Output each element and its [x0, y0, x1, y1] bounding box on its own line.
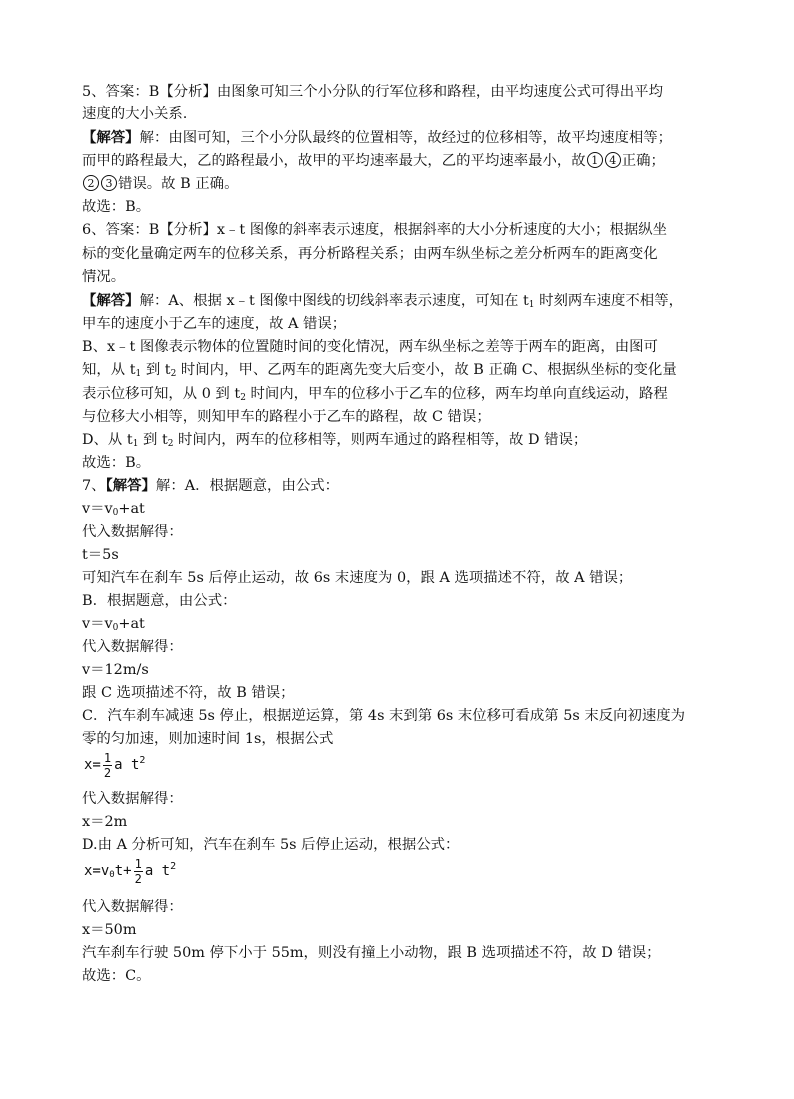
fraction-denominator: 2 — [103, 765, 112, 780]
q6-text-2: 标的变化量确定两车的位移关系，再分析路程关系；由两车纵坐标之差分析两车的距离变化 — [82, 246, 658, 262]
subscript: 2 — [170, 369, 177, 379]
q6-text-10a: D、从 t — [82, 432, 133, 448]
q7-sub-text-2: 代入数据解得： — [82, 639, 183, 655]
q7-line-b — [82, 591, 722, 611]
q7-sub-text-3: 代入数据解得： — [82, 791, 183, 807]
q7-text-c2: 零的匀加速，则加速时间 1s，根据公式 — [82, 731, 334, 747]
solution-label: 【解答】 — [82, 292, 140, 309]
q6-text-7a: 知，从 t — [82, 362, 136, 378]
q6-line-10 — [82, 430, 722, 450]
q6-text-10c: 时间内，两车的位移相等，则两车通过的路程相等，故 D 错误； — [173, 432, 588, 448]
subscript: 1 — [528, 300, 535, 310]
formula-1-a: v＝v — [82, 501, 113, 517]
q5-line-1 — [82, 82, 722, 102]
superscript: 2 — [170, 861, 177, 872]
q7-result-text-1: t＝5s — [82, 547, 119, 563]
fraction-numerator: 1 — [103, 750, 112, 765]
q7-line-d1 — [82, 835, 722, 855]
q6-line-5 — [82, 314, 722, 334]
q6-text-3: 情况。 — [82, 269, 126, 285]
subscript: 1 — [132, 439, 139, 449]
circled-number-3: 3 — [101, 175, 117, 191]
formula-1-b: +at — [118, 501, 145, 517]
q7-sub-4 — [82, 897, 722, 917]
q6-text-7b: 到 t — [141, 362, 171, 378]
q5-text-4-tail: 正确； — [621, 153, 665, 169]
q6-answer: 故选：B。 — [82, 455, 151, 471]
q7-text-d2: 汽车刹车行驶 50m 停下小于 55m，则没有撞上小动物，跟 B 选项描述不符，故 D 错误； — [82, 945, 661, 961]
q6-line-11 — [82, 453, 722, 473]
subscript: 1 — [135, 369, 142, 379]
q7-sub-1 — [82, 522, 722, 542]
subscript: 2 — [167, 439, 174, 449]
q5-text-2: 速度的大小关系. — [82, 106, 188, 122]
formula-3 — [84, 750, 724, 780]
q7-line-b2 — [82, 683, 722, 703]
fraction-one-half — [134, 857, 143, 886]
q6-line-3 — [82, 267, 722, 287]
fraction-denominator: 2 — [134, 871, 142, 886]
subscript: 0 — [109, 870, 115, 880]
fraction-numerator: 1 — [134, 856, 142, 871]
q5-line-3 — [82, 128, 722, 148]
q7-result-text-2: v＝12m/s — [82, 662, 149, 678]
subscript: 0 — [112, 508, 119, 518]
q7-result-2 — [82, 660, 722, 680]
q7-result-text-3: x＝2m — [82, 814, 128, 830]
q7-sub-2 — [82, 637, 722, 657]
formula-4-b: t+ — [114, 863, 132, 879]
formula-1 — [82, 499, 722, 519]
q6-line-6 — [82, 337, 722, 357]
superscript: 2 — [139, 755, 146, 766]
q5-line-4 — [82, 151, 722, 171]
q6-line-4 — [82, 291, 722, 311]
circled-number-2: 2 — [83, 175, 99, 191]
solution-label: 【解答】 — [105, 477, 156, 494]
q7-result-text-4: x＝50m — [82, 922, 137, 938]
q7-text-a: 可知汽车在刹车 5s 后停止运动，故 6s 末速度为 0，跟 A 选项描述不符，故 A 错误； — [82, 570, 633, 586]
formula-2-b: +at — [118, 616, 145, 632]
q7-answer-line — [82, 966, 722, 986]
q6-text-8a: 表示位移可知，从 0 到 t — [82, 386, 241, 402]
q6-text-4a: 解：A、根据 x﹣t 图像中图线的切线斜率表示速度，可知在 t — [139, 293, 529, 309]
q5-text-5: 错误。故 B 正确。 — [118, 176, 239, 192]
q7-line-c1 — [82, 706, 722, 726]
q6-text-8b: 时间内，甲车的位移小于乙车的位移，两车均单向直线运动，路程 — [245, 386, 668, 402]
q5-line-5 — [82, 174, 722, 194]
q7-answer: 故选：C。 — [82, 968, 151, 984]
subscript: 2 — [240, 393, 246, 403]
q7-sub-3 — [82, 789, 722, 809]
q7-number: 7、 — [82, 478, 106, 494]
q7-line-d2 — [82, 943, 722, 963]
q7-text-b2: 跟 C 选项描述不符，故 B 错误； — [82, 685, 295, 701]
q5-text-3: 解：由图可知，三个小分队最终的位置相等，故经过的位移相等，故平均速度相等； — [139, 130, 673, 146]
q6-text-9: 与位移大小相等，则知甲车的路程小于乙车的路程，故 C 错误； — [82, 409, 491, 425]
q7-text-1: 解：A．根据题意，由公式： — [155, 478, 340, 494]
q6-line-9 — [82, 407, 722, 427]
q7-text-c1: C．汽车刹车减速 5s 停止，根据逆运算，第 4s 末到第 6s 末位移可看成第 5s 末反向初速度为 — [82, 708, 686, 724]
formula-2 — [82, 614, 722, 634]
q6-line-7 — [82, 360, 722, 380]
q7-result-1 — [82, 545, 722, 565]
formula-3-lhs: x= — [84, 757, 101, 773]
q6-text-7c: 时间内，甲、乙两车的距离先变大后变小，故 B 正确 C、根据纵坐标的变化量 — [176, 362, 677, 378]
circled-number-4: 4 — [605, 152, 621, 168]
q7-sub-text-1: 代入数据解得： — [82, 524, 183, 540]
q7-line-c2 — [82, 729, 722, 749]
formula-4-rhs: a t — [144, 863, 171, 879]
q7-result-3 — [82, 812, 722, 832]
q6-text-10b: 到 t — [138, 432, 168, 448]
q5-line-2 — [82, 104, 722, 124]
q6-text-4b: 时刻两车速度不相等， — [534, 293, 683, 309]
q7-text-d1: D.由 A 分析可知，汽车在刹车 5s 后停止运动，根据公式： — [82, 837, 460, 853]
formula-3-rhs: a t — [114, 757, 140, 773]
fraction-one-half — [103, 751, 112, 780]
q7-sub-text-4: 代入数据解得： — [82, 899, 183, 915]
q5-answer: 故选：B。 — [82, 199, 151, 215]
q7-text-b: B．根据题意，由公式： — [82, 593, 237, 609]
subscript: 0 — [112, 623, 119, 633]
formula-2-a: v＝v — [82, 616, 113, 632]
q7-line-a — [82, 568, 722, 588]
q6-line-8 — [82, 384, 722, 404]
q6-text-1: 6、答案：B【分析】x﹣t 图像的斜率表示速度，根据斜率的大小分析速度的大小；根据纵坐 — [82, 222, 668, 238]
q5-text-1: 5、答案：B【分析】由图象可知三个小分队的行军位移和路程，由平均速度公式可得出平均 — [82, 84, 663, 100]
q5-line-6 — [82, 197, 722, 217]
q7-result-4 — [82, 920, 722, 940]
formula-4-a: x=v — [84, 863, 110, 879]
q6-text-5: 甲车的速度小于乙车的速度，故 A 错误； — [82, 316, 347, 332]
q6-line-2 — [82, 244, 722, 264]
q7-line-1 — [82, 476, 722, 496]
q6-text-6: B、x﹣t 图像表示物体的位置随时间的变化情况，两车纵坐标之差等于两车的距离，由图可 — [82, 339, 658, 355]
circled-number-1: 1 — [587, 152, 603, 168]
q5-text-4: 而甲的路程最大，乙的路程最小，故甲的平均速率最大，乙的平均速率最小，故 — [82, 153, 586, 169]
solution-label: 【解答】 — [82, 129, 140, 146]
q6-line-1 — [82, 220, 722, 240]
formula-4 — [84, 856, 724, 886]
